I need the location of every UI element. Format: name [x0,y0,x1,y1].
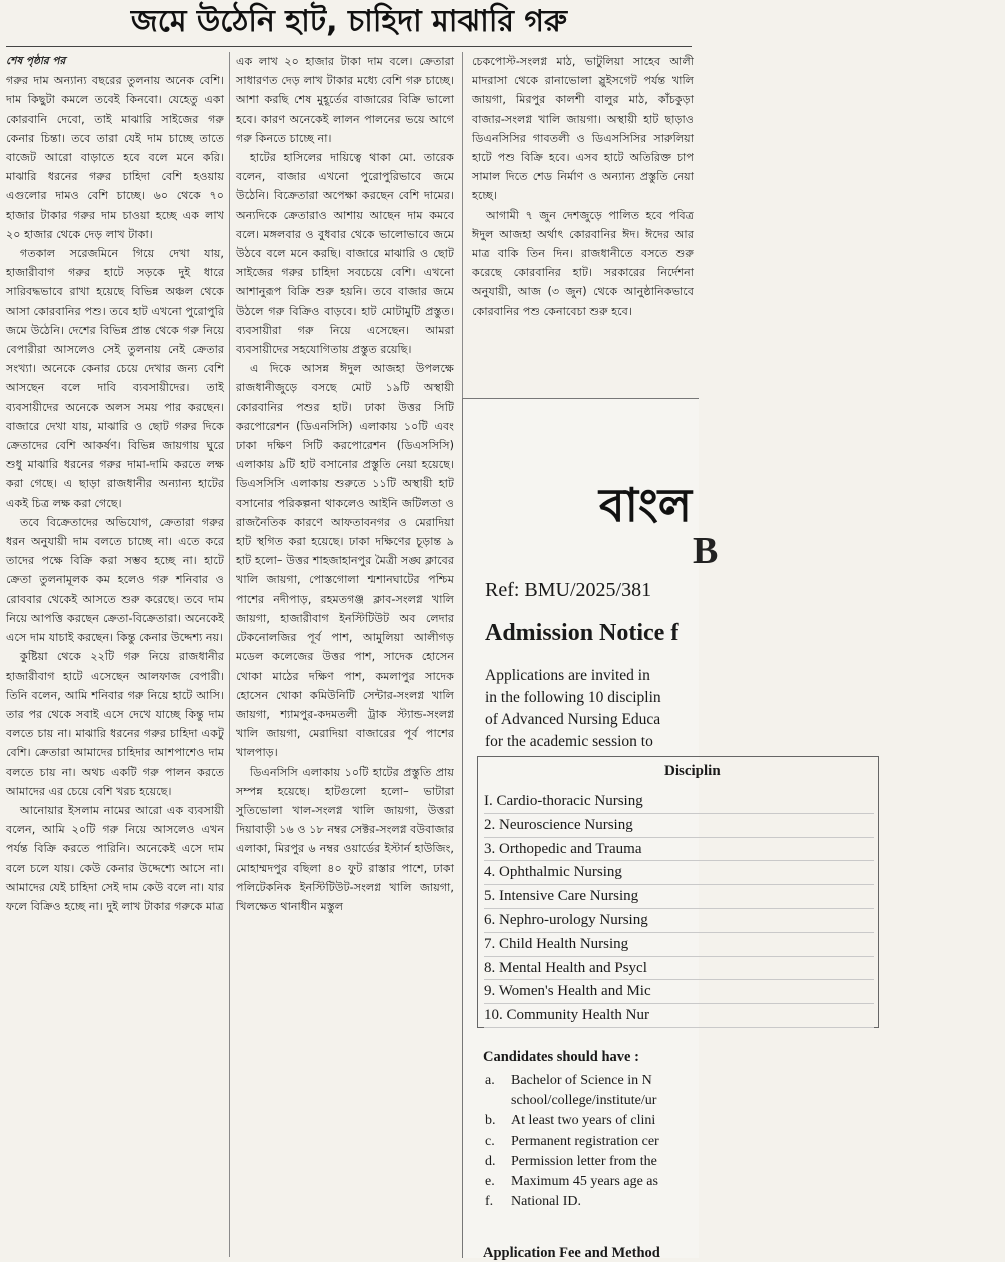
requirement-letter: d. [485,1153,496,1169]
candidate-requirement [485,1091,659,1111]
paragraph: কুষ্টিয়া থেকে ২২টি গরু নিয়ে রাজধানীর হাজারীবাগ হাটে এসেছেন আলফাজ বেপারী। তিনি বলেন, আমি শনিবার গরু নিয়ে হাটে আসি। তার পর থেকে সবাই এসে দেখে যাচ্ছে কিন্তু দাম বলতে চায় না। মাঝারি ধরনের গরুর চাহিদা একটু বেশি। ক্রেতারা আমাদের চাহিদার আশপাশেও দাম বলতে চায় না। অথচ একটি গরু পালন করতে আমাদের এর চেয়ে বেশি খরচ হয়েছে। [6,650,224,798]
headline: জমে উঠেনি হাট, চাহিদা মাঝারি গরু [130,4,568,39]
discipline-item: 8. Mental Health and Psycl [484,957,874,981]
requirement-text: At least two years of clini [511,1113,656,1129]
paragraph: গতকাল সরেজমিনে গিয়ে দেখা যায়, হাজারীবাগ গরুর হাটে সড়কে দুই ধারে সারিবদ্ধভাবে রাখা হয়েছে বিভিন্ন অঞ্চল থেকে আসা কোরবানির পশু। তবে হাট এখনো পুরোপুরি জমে উঠেনি। দেশের বিভিন্ন প্রান্ত থেকে গরু নিয়ে বেপারীরা আসলেও সেই তুলনায় নেই ক্রেতার সংখ্যা। অনেকে কেনার চেয়ে দেখার জন্য বেশি আসছেন বলে দাবি ব্যবসায়ীদের। তাই ব্যবসায়ীদের অনেকে অলস সময় পার করছেন। বাজারে দেখা যায়, মাঝারি ও ছোট গরুর দিকে ক্রেতাদের বেশি আকর্ষণ। বিভিন্ন জায়গায় ঘুরে শুধু মাঝারি ধরনের গরুর দামা-দামি করতে লক্ষ করা গেছে। এ ছাড়া রাজধানীর অন্যান্য হাটের একই চিত্র লক্ষ করা গেছে। [6,247,224,510]
ad-intro-line: for the academic session to [485,733,653,750]
ad-intro-line: of Advanced Nursing Educa [485,711,661,728]
candidate-requirement [485,1152,659,1172]
article-column-2 [236,52,454,1257]
paragraph: ডিএনসিসি এলাকায় ১০টি হাটের প্রস্তুতি প্রায় সম্পন্ন হয়েছে। হাটগুলো হলো– ভাটারা সুতিভোলা খাল-সংলগ্ন খালি জায়গা, উত্তরা দিয়াবাড়ী ১৬ ও ১৮ নম্বর সেক্টর-সংলগ্ন বউবাজার এলাকা, মিরপুর ৬ নম্বর ওয়ার্ডের ইস্টার্ন হাউজিং, মোহাম্মদপুর বছিলা ৪০ ফুট রাস্তার পাশে, ঢাকা পলিটেকনিক ইনস্টিটিউট-সংলগ্ন খালি জায়গা, খিলক্ষেত থানাধীন মস্তুল [236,765,454,913]
candidates-heading: Candidates should have : [483,1049,639,1065]
ad-intro-line: Applications are invited in [485,667,650,684]
disciplines-table [477,756,879,1028]
candidate-requirement [485,1192,659,1212]
discipline-item: I. Cardio-thoracic Nursing [484,790,874,814]
requirement-text: Permanent registration cer [511,1133,659,1149]
article-column-1 [6,52,224,1257]
requirement-text: Bachelor of Science in N [511,1073,652,1088]
fee-heading: Application Fee and Method [483,1245,660,1261]
discipline-item: 7. Child Health Nursing [484,933,874,957]
requirement-letter: b. [485,1113,496,1129]
requirement-letter: c. [485,1133,495,1149]
discipline-item: 6. Nephro-urology Nursing [484,909,874,933]
article-column-3 [472,52,694,392]
requirement-text: Maximum 45 years age as [511,1174,658,1190]
paragraph: আনোয়ার ইসলাম নামের আরো এক ব্যবসায়ী বলেন, আমি ২০টি গরু নিয়ে আসলেও এখন পর্যন্ত বিক্রি করতে পারিনি। অনেকেই এসে দাম বলে চলে যায়। কেউ কেনার উদ্দেশ্যে আসে না। আমাদের যেই চাহিদা সেই দাম কেউ বলে না। যার ফলে বিক্রিও হচ্ছে না। দুই লাখ টাকার গরুকে মাত্র [6,803,224,913]
ad-intro-line: in the following 10 disciplin [485,689,661,706]
column-divider [462,52,463,398]
paragraph: তবে বিক্রেতাদের অভিযোগ, ক্রেতারা গরুর ধরন অনুযায়ী দাম বলতে চাচ্ছে না। এতে করে তাদের পক্ষে বিক্রি করা সম্ভব হচ্ছে না। হাটে ক্রেতা তুলনামূলক কম হলেও গরু শনিবার ও রোববার থেকেই আসতে শুরু করেছে। তবে দাম নিয়ে আপত্তি করছেন ক্রেতা-বিক্রেতারা। অনেকেই এসে দাম যাচাই করছেন। কিন্তু কেনার উদ্দেশ্য নয়। [6,515,224,645]
paragraph: এক লাখ ২০ হাজার টাকা দাম বলে। ক্রেতারা সাধারণত দেড় লাখ টাকার মধ্যে বেশি গরু চাচ্ছে। আশা করছি শেষ মুহূর্তের বাজারের বিক্রি ভালো হবে। কারণ অনেকেই লালন পালনের ভয়ে আগে গরু কিনতে চাচ্ছে না। [236,55,454,145]
column-divider [229,52,230,1257]
ad-latin-heading: B [693,530,719,572]
requirement-letter: f. [485,1194,494,1210]
paragraph: আগামী ৭ জুন দেশজুড়ে পালিত হবে পবিত্র ঈদুল আজহা অর্থাৎ কোরবানির ঈদ। ঈদের আর মাত্র বাকি তিন দিন। রাজধানীতে বসতে শুরু করেছে কোরবানির হাট। সরকারের নির্দেশনা অনুযায়ী, আজ (৩ জুন) থেকে আনুষ্ঠানিকভাবে কোরবানির পশু কেনাবেচা শুরু হবে। [472,208,694,318]
ad-title: Admission Notice f [485,620,679,646]
ad-reference: Ref: BMU/2025/381 [485,579,652,601]
headline-rule [6,46,692,47]
requirement-text: school/college/institute/ur [511,1093,657,1109]
paragraph: এ দিকে আসন্ন ঈদুল আজহা উপলক্ষে রাজধানীজুড়ে বসছে মোট ১৯টি অস্থায়ী কোরবানির পশুর হাট। ঢাকা উত্তর সিটি করপোরেশন (ডিএনসিসি) এলাকায় ১০টি এবং ঢাকা দক্ষিণ সিটি করপোরেশন (ডিএসসিসি) এলাকায় ৯টি হাট বসানোর প্রস্তুতি নেয়া হয়েছে। ডিএসসিসি এলাকায় শুরুতে ১১টি অস্থায়ী হাট বসানোর পরিকল্পনা থাকলেও আইনি জটিলতা ও রাজনৈতিক কারণে আফতাবনগর ও মেরাদিয়া হাট স্থগিত করা হয়েছে। ঢাকা দক্ষিণের চূড়ান্ত ৯ হাট হলো– উত্তর শাহজাহানপুর মৈত্রী সঙ্ঘ ক্লাবের খালি জায়গা, পোস্তগোলা শ্মশানঘাটের পশ্চিম পাশের নদীপাড়, রহমতগঞ্জ ক্লাব-সংলগ্ন খালি জায়গা, হাজারীবাগ ইনস্টিটিউট অব লেদার টেকনোলজির পূর্ব পাশ, আমুলিয়া আলীগড় মডেল কলেজের উত্তর পাশ, সাদেক হোসেন খোকা মাঠের দক্ষিণ পাশ, কমলাপুর সাদেক হোসেন খোকা কমিউনিটি সেন্টার-সংলগ্ন খালি জায়গা, শ্যামপুর-কদমতলী ট্রাক স্ট্যান্ড-সংলগ্ন খালি জায়গা, মেরাদিয়া বাজারের পূর্ব পাশের খালপাড়। [236,362,454,760]
continued-from-label: শেষ পৃষ্ঠার পর [6,55,66,67]
candidate-requirement [485,1172,659,1192]
requirement-text: National ID. [511,1194,581,1210]
disciplines-heading: Disciplin [664,763,721,779]
discipline-item: 9. Women's Health and Mic [484,980,874,1004]
paragraph: গরুর দাম অন্যান্য বছরের তুলনায় অনেক বেশি। দাম কিছুটা কমলে তবেই কিনবো। যেহেতু একা কোরবানি দেবো, তাই মাঝারি সাইজের গরু কেনার চিন্তা। তবে তারা যেই দাম চাচ্ছে তাতে বাজেট আরো বাড়াতে হবে বলে মনে করি। মাঝারি ধরনের গরুর চাহিদা বেশি হওয়ায় এগুলোর দামও বেশি চাচ্ছে। ৬০ থেকে ৭০ হাজার টাকার গরুর দাম চাওয়া হচ্ছে এক লাখ ২০ হাজার থেকে দেড় লাখ টাকা। [6,74,224,241]
paragraph: চেকপোস্ট-সংলগ্ন মাঠ, ভাটুলিয়া সাহেব আলী মাদরাসা থেকে রানাভোলা স্লুইসগেট পর্যন্ত খালি জায়গা, মিরপুর কালশী বালুর মাঠ, কাঁচকুড়া বাজার-সংলগ্ন খালি জায়গা। অস্থায়ী হাট ছাড়াও ডিএনসিসির গাবতলী ও ডিএসসিসির সারুলিয়া হাটে পশু বিক্রি হবে। এসব হাটে অতিরিক্ত চাপ সামাল দিতে শেড নির্মাণ ও অন্যান্য প্রস্তুতি নেয়া হচ্ছে। [472,55,694,203]
requirement-letter: a. [485,1073,495,1088]
discipline-item: 2. Neuroscience Nursing [484,814,874,838]
discipline-item: 4. Ophthalmic Nursing [484,861,874,885]
ad-bangla-heading: বাংল [599,478,693,532]
paragraph: হাটের হাসিলের দায়িত্বে থাকা মো. তারেক বলেন, বাজার এখনো পুরোপুরিভাবে জমে উঠেনি। বিক্রেতারা অপেক্ষা করছেন বেশি দামের। অন্যদিকে ক্রেতারাও আশায় আছেন দাম কমবে বলে। মঙ্গলবার ও বুধবার থেকে ভালোভাবে জমে উঠবে বলে মনে করছি। বাজারে মাঝারি ও ছোট সাইজের গরুর চাহিদা সবচেয়ে বেশি। এখনো আশানুরূপ বিক্রি শুরু হয়নি। তবে বাজার জমে উঠলে গরু বিক্রিও বাড়বে। হাট মোটামুটি প্রস্তুত। ব্যবসায়ীরা গরু নিয়ে এসেছেন। আমরা ব্যবসায়ীদের সহযোগিতায় প্রস্তুত রয়েছি। [236,151,454,357]
discipline-item: 5. Intensive Care Nursing [484,885,874,909]
admission-advertisement [462,398,721,1261]
candidate-requirement [485,1111,659,1131]
disciplines-list [484,790,874,1028]
ad-intro [485,665,1005,753]
candidate-requirement [485,1132,659,1152]
requirement-text: Permission letter from the [511,1153,657,1169]
candidate-requirement [485,1071,659,1091]
candidates-list [485,1071,659,1212]
discipline-item: 10. Community Health Nur [484,1004,874,1028]
discipline-item: 3. Orthopedic and Trauma [484,838,874,862]
requirement-letter: e. [485,1174,495,1190]
